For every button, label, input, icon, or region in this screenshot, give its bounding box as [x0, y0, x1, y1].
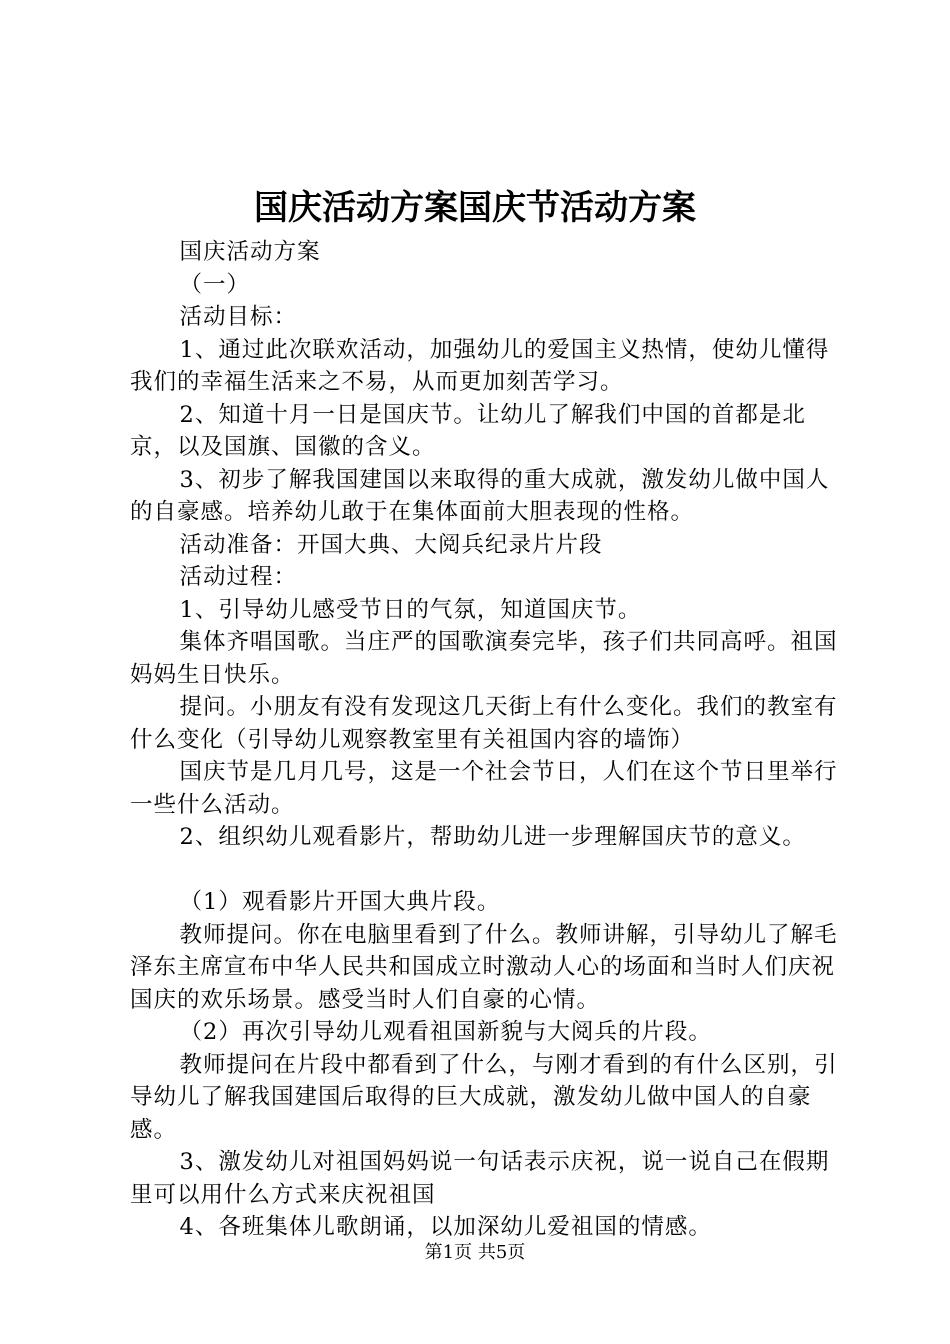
paragraph: 3、初步了解我国建国以来取得的重大成就，激发幼儿做中国人的自豪感。培养幼儿敢于在集体面前大胆表现的性格。 [130, 466, 830, 525]
paragraph: 活动目标： [179, 304, 298, 330]
paragraph: 提问。小朋友有没有发现这几天街上有什么变化。我们的教室有什么变化（引导幼儿观察教室里有关祖国内容的墙饰） [130, 694, 838, 753]
paragraph-spacer [130, 854, 850, 887]
paragraph: （一） [179, 271, 251, 298]
paragraph: 1、引导幼儿感受节日的气氛，知道国庆节。 [179, 596, 642, 623]
paragraph: （2）再次引导幼儿观看祖国新貌与大阅兵的片段。 [179, 1019, 712, 1045]
paragraph: 教师提问在片段中都看到了什么，与刚才看到的有什么区别，引导幼儿了解我国建国后取得的巨大成就，激发幼儿做中国人的自豪感。 [130, 1051, 838, 1143]
paragraph: 活动准备：开国大典、大阅兵纪录片片段 [179, 531, 603, 558]
paragraph: 教师提问。你在电脑里看到了什么。教师讲解，引导幼儿了解毛泽东主席宣布中华人民共和国成立时激动人心的场面和当时人们庆祝国庆的欢乐场景。感受当时人们自豪的心情。 [130, 921, 838, 1013]
document-title: 国庆活动方案国庆节活动方案 [254, 188, 696, 228]
paragraph: 3、激发幼儿对祖国妈妈说一句话表示庆祝，说一说自己在假期里可以用什么方式来庆祝祖国 [130, 1149, 830, 1208]
paragraph: 国庆活动方案 [179, 239, 321, 265]
document-body [130, 236, 850, 1244]
paragraph: 4、各班集体儿歌朗诵，以加深幼儿爱祖国的情感。 [179, 1214, 712, 1240]
paragraph: 国庆节是几月几号，这是一个社会节日，人们在这个节日里举行一些什么活动。 [130, 759, 838, 818]
paragraph: 活动过程： [179, 564, 298, 590]
paragraph: 2、知道十月一日是国庆节。让幼儿了解我们中国的首都是北京，以及国旗、国徽的含义。 [130, 401, 806, 460]
paragraph: （1）观看影片开国大典片段。 [179, 889, 501, 915]
paragraph: 2、组织幼儿观看影片，帮助幼儿进一步理解国庆节的意义。 [179, 824, 806, 850]
paragraph: 1、通过此次联欢活动，加强幼儿的爱国主义热情，使幼儿懂得我们的幸福生活来之不易，从而更加刻苦学习。 [130, 336, 830, 395]
page-footer: 第1页 共5页 [424, 1242, 526, 1263]
paragraph: 集体齐唱国歌。当庄严的国歌演奏完毕，孩子们共同高呼。祖国妈妈生日快乐。 [130, 629, 838, 688]
